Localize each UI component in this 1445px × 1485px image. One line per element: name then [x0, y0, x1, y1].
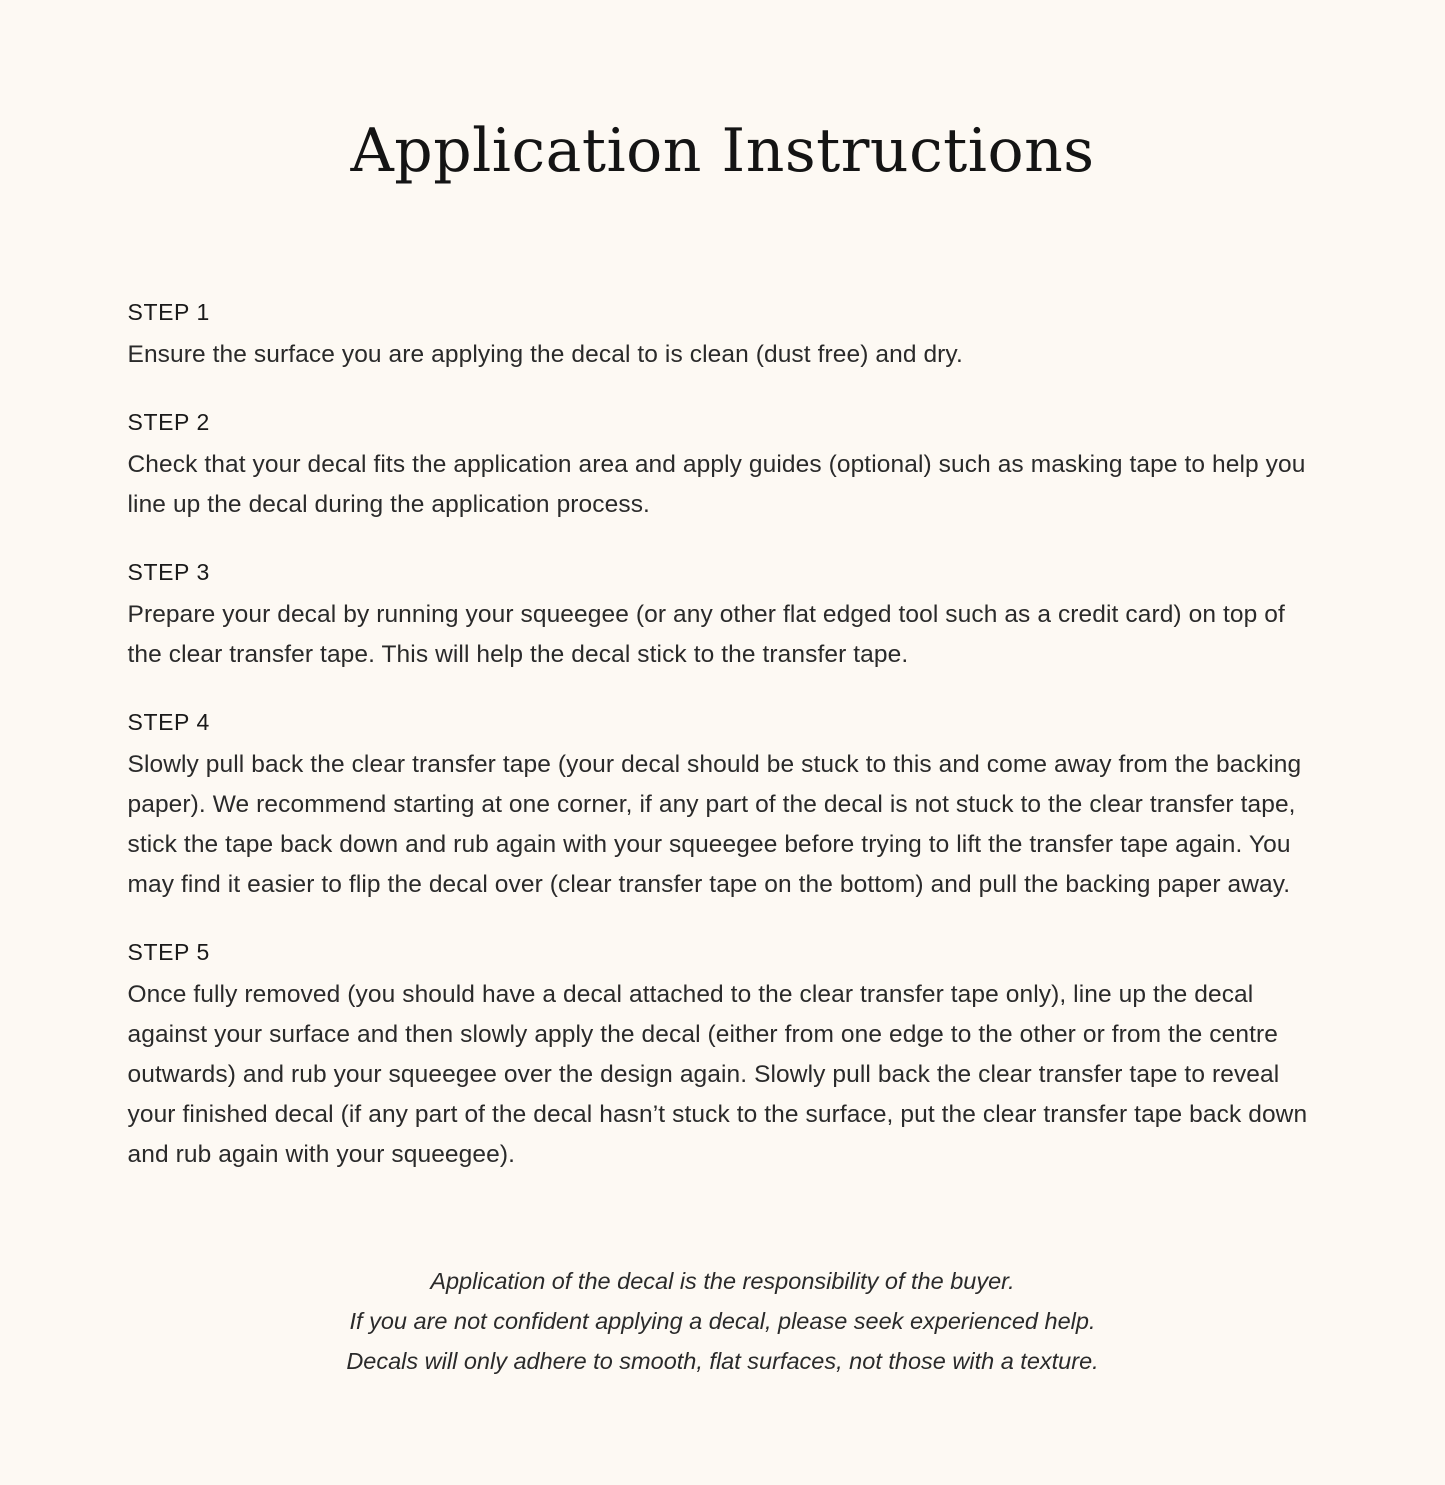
disclaimer-line-1: Application of the decal is the responsibility of the buyer.: [430, 1268, 1015, 1295]
step-body: Ensure the surface you are applying the decal to is clean (dust free) and dry.: [127, 341, 963, 369]
disclaimer-line-3: Decals will only adhere to smooth, flat surfaces, not those with a texture.: [346, 1348, 1099, 1375]
step-label: STEP 3: [127, 559, 210, 586]
step-body: Once fully removed (you should have a decal attached to the clear transfer tape only), line up the decal against your surface and then slowly apply the decal (either from one edge to the other or from the centre outwards) and rub your squeegee over the design again. Slowly pull back the clear transfer tape to reveal your finished decal (if any part of the decal hasn’t stuck to the surface, put the clear transfer tape back down and rub again with your squeegee).: [127, 981, 1308, 1169]
step-body: Prepare your decal by running your squeegee (or any other flat edged tool such as a credit card) on top of the clear transfer tape. This will help the decal stick to the transfer tape.: [127, 601, 1285, 669]
step-label: STEP 2: [127, 409, 210, 436]
step-body: Slowly pull back the clear transfer tape (your decal should be stuck to this and come away from the backing paper). We recommend starting at one corner, if any part of the decal is not stuck to the clear transfer tape, stick the tape back down and rub again with your squeegee before trying to lift the transfer tape again. You may find it easier to flip the decal over (clear transfer tape on the bottom) and pull the backing paper away.: [127, 751, 1302, 899]
page-title: Application Instructions: [350, 116, 1095, 187]
step-body: Check that your decal fits the application area and apply guides (optional) such as masking tape to help you line up the decal during the application process.: [127, 451, 1306, 519]
step-item: [128, 939, 1318, 1175]
step-label: STEP 1: [127, 299, 210, 326]
step-label: STEP 4: [127, 709, 210, 736]
disclaimer-line-2: If you are not confident applying a decal, please seek experienced help.: [349, 1308, 1096, 1335]
step-item: [128, 409, 1318, 525]
step-item: [128, 709, 1318, 905]
instructions-page: [0, 40, 1445, 1485]
step-label: STEP 5: [127, 939, 210, 966]
steps-list: [128, 224, 1318, 1175]
step-item: [128, 559, 1318, 675]
disclaimer-note: [128, 1209, 1318, 1381]
step-item: [128, 299, 1318, 375]
